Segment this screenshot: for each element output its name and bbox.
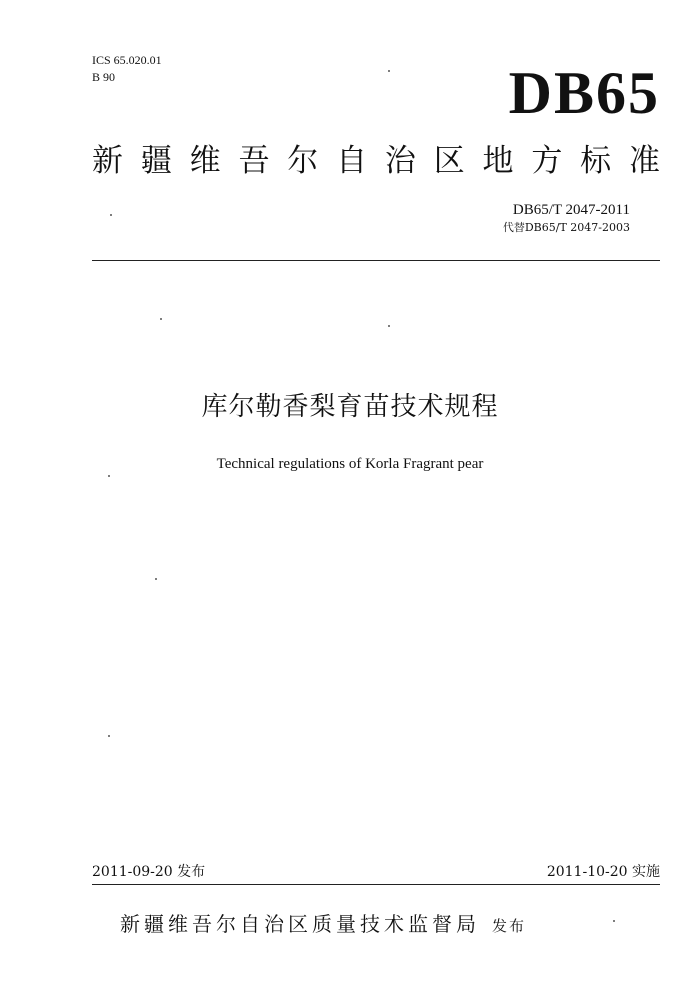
authority-char: 区 — [433, 143, 465, 179]
scan-speck — [108, 475, 110, 477]
issuer-line — [120, 910, 526, 940]
scan-speck — [388, 70, 390, 72]
authority-char: 准 — [628, 143, 660, 179]
scan-speck — [108, 735, 110, 737]
document-title-english: Technical regulations of Korla Fragrant pear — [216, 456, 484, 472]
authority-char: 尔 — [287, 143, 319, 179]
issuer-action: 发布 — [492, 917, 527, 935]
classification-code: B 90 — [92, 70, 116, 84]
scan-speck — [388, 325, 390, 327]
issue-date: 2011-09-20 发布 — [92, 864, 206, 880]
issuer-name: 新疆维吾尔自治区质量技术监督局 — [120, 912, 480, 936]
authority-char: 维 — [189, 143, 221, 179]
scan-speck — [160, 318, 162, 320]
authority-char: 标 — [580, 143, 612, 179]
scan-speck — [110, 214, 112, 216]
scan-speck — [155, 578, 157, 580]
authority-char: 治 — [384, 143, 416, 179]
document-title-chinese: 库尔勒香梨育苗技术规程 — [201, 392, 499, 422]
authority-char: 新 — [92, 143, 123, 179]
authority-char: 吾 — [238, 143, 270, 179]
top-divider — [92, 260, 660, 261]
authority-char: 自 — [336, 143, 368, 179]
issuing-authority-heading — [92, 140, 660, 182]
implementation-date: 2011-10-20 实施 — [546, 864, 660, 880]
ics-code: ICS 65.020.01 — [92, 53, 162, 67]
scan-speck — [613, 920, 615, 922]
bottom-divider — [92, 884, 660, 885]
standard-code-logo: DB65 — [508, 60, 660, 126]
standard-number: DB65/T 2047-2011 — [512, 202, 630, 218]
authority-char: 方 — [531, 143, 563, 179]
replaces-standard: 代替DB65/T 2047-2003 — [502, 221, 630, 234]
authority-char: 疆 — [140, 143, 172, 179]
authority-char: 地 — [482, 143, 514, 179]
